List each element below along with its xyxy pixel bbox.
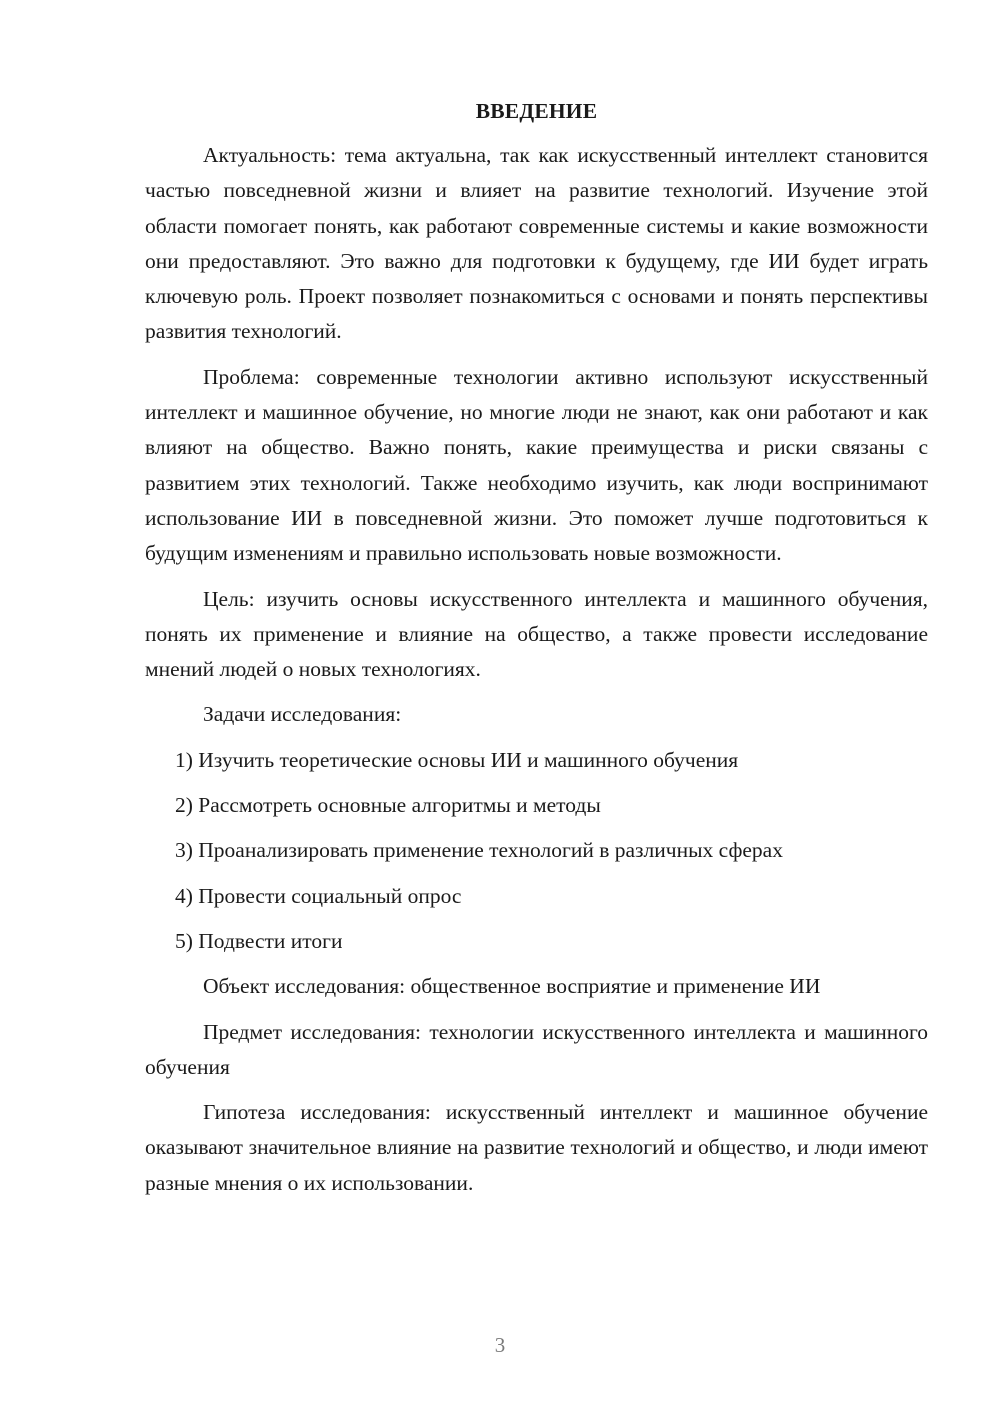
page-number: 3 <box>494 1333 506 1357</box>
tasks-list <box>145 743 928 959</box>
problem-paragraph: Проблема: современные технологии активно используют искусственный интеллект и машинное обучение, но многие люди не знают, как они работают и как влияют на общество. Важно понять, какие преимущества и риски связаны с развитием этих технологий. Также необходимо изучить, как люди воспринимают использование ИИ в повседневной жизни. Это поможет лучше подготовиться к будущим изменениям и правильно использовать новые возможности. <box>145 364 928 566</box>
page-title: ВВЕДЕНИЕ <box>475 99 598 123</box>
task-item-3: 3) Проанализировать применение технологий в различных сферах <box>175 838 783 863</box>
document-page <box>145 95 928 1211</box>
object-paragraph: Объект исследования: общественное восприятие и применение ИИ <box>203 974 821 999</box>
subject-paragraph: Предмет исследования: технологии искусственного интеллекта и машинного обучения <box>145 1019 928 1079</box>
task-item-1: 1) Изучить теоретические основы ИИ и машинного обучения <box>175 747 739 772</box>
tasks-heading: Задачи исследования: <box>203 702 402 727</box>
task-item-5: 5) Подвести итоги <box>175 928 343 953</box>
task-item-4: 4) Провести социальный опрос <box>175 883 462 908</box>
hypothesis-paragraph: Гипотеза исследования: искусственный интеллект и машинное обучение оказывают значительное влияние на развитие технологий и общество, и люди имеют разные мнения о их использовании. <box>145 1100 928 1195</box>
goal-paragraph: Цель: изучить основы искусственного интеллекта и машинного обучения, понять их применение и влияние на общество, а также провести исследование мнений людей о новых технологиях. <box>145 586 928 682</box>
task-item-2: 2) Рассмотреть основные алгоритмы и методы <box>175 793 601 818</box>
relevance-paragraph: Актуальность: тема актуальна, так как искусственный интеллект становится частью повседневной жизни и влияет на развитие технологий. Изучение этой области помогает понять, как работают современные системы и какие возможности они предоставляют. Это важно для подготовки к будущему, где ИИ будет играть ключевую роль. Проект позволяет познакомиться с основами и понять перспективы развития технологий. <box>145 143 928 344</box>
